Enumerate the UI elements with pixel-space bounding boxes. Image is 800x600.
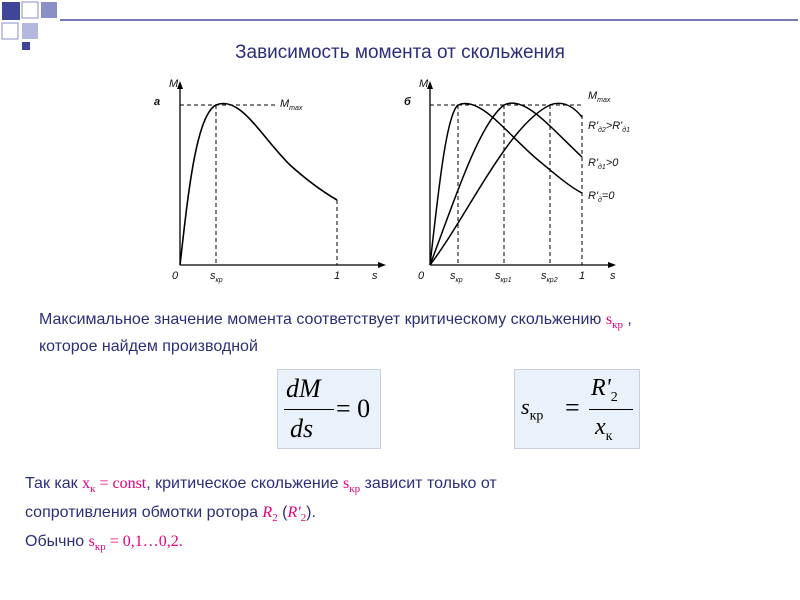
formula2-numerator: $R'_2$ — [591, 375, 618, 405]
graph-b-origin: 0 — [418, 270, 425, 282]
graph-b-tick-skr1: $s_{кр1}$ — [495, 270, 512, 285]
text-l1-d: зависит только от — [360, 475, 497, 492]
text-l3-a: Обычно — [25, 533, 89, 551]
text-l1-x-sub: к — [90, 483, 96, 496]
text-l1-c: , критическое скольжение — [146, 475, 344, 492]
formula2-denominator: $x_к$ — [595, 414, 613, 444]
formula2-equals: = — [565, 393, 580, 422]
text-l2-r: R — [262, 504, 273, 522]
text-l1-s-sub: кр — [349, 483, 361, 496]
graph-a-x-label: s — [372, 270, 378, 282]
graph-a-tick-skr: $s_{кр}$ — [210, 270, 223, 285]
formula-critical-slip — [514, 369, 640, 449]
text-l1-x: x — [82, 475, 91, 492]
formula1-equals: = 0 — [336, 394, 371, 423]
graph-b — [398, 75, 658, 290]
graph-b-panel-label: б — [404, 96, 411, 108]
graph-b-mmax: $M_{max}$ — [588, 90, 611, 105]
graph-b-tick-skr2: $s_{кр2}$ — [541, 270, 558, 285]
text-l2-a: сопротивления обмотки ротора — [25, 504, 263, 522]
graph-b-y-label: M — [419, 78, 429, 90]
text-l2-b: ( — [277, 504, 288, 522]
graph-a-mmax: $M_{max}$ — [280, 98, 303, 113]
text-l2-r2-sub: 2 — [300, 512, 307, 525]
text-l1-const: = const — [95, 475, 147, 492]
graph-b-curve-label-1: $R'_{д2}>R'_{д1}$ — [588, 120, 631, 135]
graph-b-tick-skr: $s_{кр}$ — [450, 270, 463, 285]
graph-b-x-label: s — [610, 270, 616, 282]
text-l2-r-sub: 2 — [272, 512, 278, 525]
graph-b-curve-label-3: $R'_д=0$ — [588, 190, 615, 205]
graph-b-tick-one: 1 — [579, 270, 586, 282]
graph-b-curve-label-2: $R'_{д1}>0$ — [588, 157, 619, 172]
graph-a — [150, 75, 390, 290]
explanation-text — [25, 472, 785, 560]
graph-a-origin: 0 — [172, 270, 179, 282]
text-l2-r2: R' — [287, 504, 301, 522]
para-line2: которое найдем производной — [39, 338, 258, 356]
graph-a-tick-one: 1 — [334, 270, 341, 282]
graph-a-y-label: M — [169, 78, 179, 90]
text-l1-s: s — [343, 475, 350, 492]
graph-a-plot — [150, 75, 390, 290]
formula2-lhs: $s_{кр}$ — [521, 394, 544, 424]
text-l3-s-sub: кр — [94, 541, 106, 554]
graph-b-plot — [398, 75, 658, 290]
para-part1: Максимальное значение момента соответствует критическому скольжению — [39, 311, 606, 328]
formula1-numerator: dM — [286, 374, 321, 403]
text-l3-s: s — [88, 533, 95, 551]
formula1-fraction-bar — [284, 409, 334, 410]
slide-title: Зависимость момента от скольжения — [235, 42, 565, 63]
formula-derivative — [277, 369, 381, 449]
text-l2-c: ). — [306, 504, 316, 522]
para-part2: , — [622, 311, 632, 328]
formula2-fraction-bar — [589, 409, 633, 410]
text-l1-a: Так как — [25, 475, 83, 492]
para-s: s — [605, 311, 613, 328]
critical-slip-paragraph — [39, 309, 779, 358]
para-s-sub: кр — [612, 319, 623, 332]
formula1-denominator: ds — [290, 414, 314, 443]
text-l3-b: = 0,1…0,2. — [105, 533, 183, 551]
graph-a-panel-label: a — [154, 96, 161, 108]
